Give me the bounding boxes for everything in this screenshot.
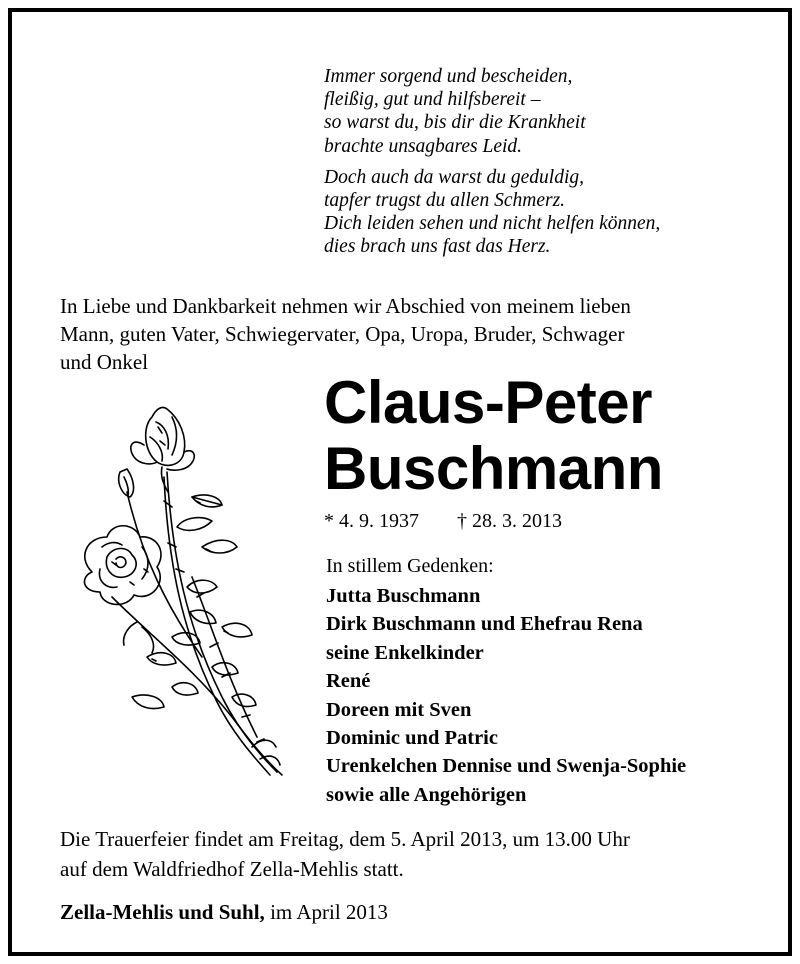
funeral-line: Die Trauerfeier findet am Freitag, dem 5. April 2013, um 13.00 Uhr: [60, 827, 630, 851]
poem-line: tapfer trugst du allen Schmerz.: [324, 190, 566, 212]
funeral-notice: [60, 824, 630, 884]
life-dates: [324, 508, 562, 534]
deceased-first-name: Claus-Peter: [324, 369, 652, 436]
intro-line: Mann, guten Vater, Schwiegervater, Opa, Uropa, Bruder, Schwager: [60, 322, 625, 346]
poem-line: fleißig, gut und hilfsbereit –: [324, 89, 541, 111]
death-date: † 28. 3. 2013: [457, 510, 562, 532]
deceased-last-name: Buschmann: [324, 435, 663, 502]
intro-text: [60, 292, 631, 376]
mourners-list: [326, 582, 686, 809]
funeral-line: auf dem Waldfriedhof Zella-Mehlis statt.: [60, 857, 404, 881]
poem-line: brachte unsagbares Leid.: [324, 135, 523, 157]
obituary-frame: [8, 8, 792, 956]
birth-date: * 4. 9. 1937: [324, 510, 419, 532]
poem-line: so warst du, bis dir die Krankheit: [324, 112, 586, 134]
poem: [324, 65, 660, 259]
mourner-name: Urenkelchen Dennise und Swenja-Sophie: [326, 755, 687, 778]
closing-line: [60, 898, 388, 926]
mourner-name: Dominic und Patric: [326, 727, 498, 750]
closing-place: Zella-Mehlis und Suhl,: [60, 900, 265, 924]
mourner-name: Doreen mit Sven: [326, 698, 472, 721]
poem-line: Immer sorgend und bescheiden,: [324, 66, 573, 87]
intro-line: In Liebe und Dankbarkeit nehmen wir Abschied von meinem lieben: [60, 294, 631, 318]
poem-stanza-2: [324, 166, 660, 259]
mourner-name: seine Enkelkinder: [326, 641, 484, 664]
mourner-name: sowie alle Angehörigen: [326, 783, 527, 806]
mourner-name: Jutta Buschmann: [326, 585, 481, 607]
closing-date: im April 2013: [270, 900, 388, 924]
mourner-name: Dirk Buschmann und Ehefrau Rena: [326, 613, 643, 636]
deceased-name: [324, 370, 663, 502]
poem-stanza-1: [324, 65, 660, 158]
poem-line: Doch auch da warst du geduldig,: [324, 166, 584, 188]
rose-drawing-icon: [72, 397, 307, 782]
intro-line: und Onkel: [60, 350, 149, 374]
poem-line: dies brach uns fast das Herz.: [324, 236, 551, 258]
mourner-name: René: [326, 670, 371, 693]
poem-line: Dich leiden sehen und nicht helfen können,: [324, 213, 661, 235]
mourners-heading: In stillem Gedenken:: [326, 555, 494, 577]
